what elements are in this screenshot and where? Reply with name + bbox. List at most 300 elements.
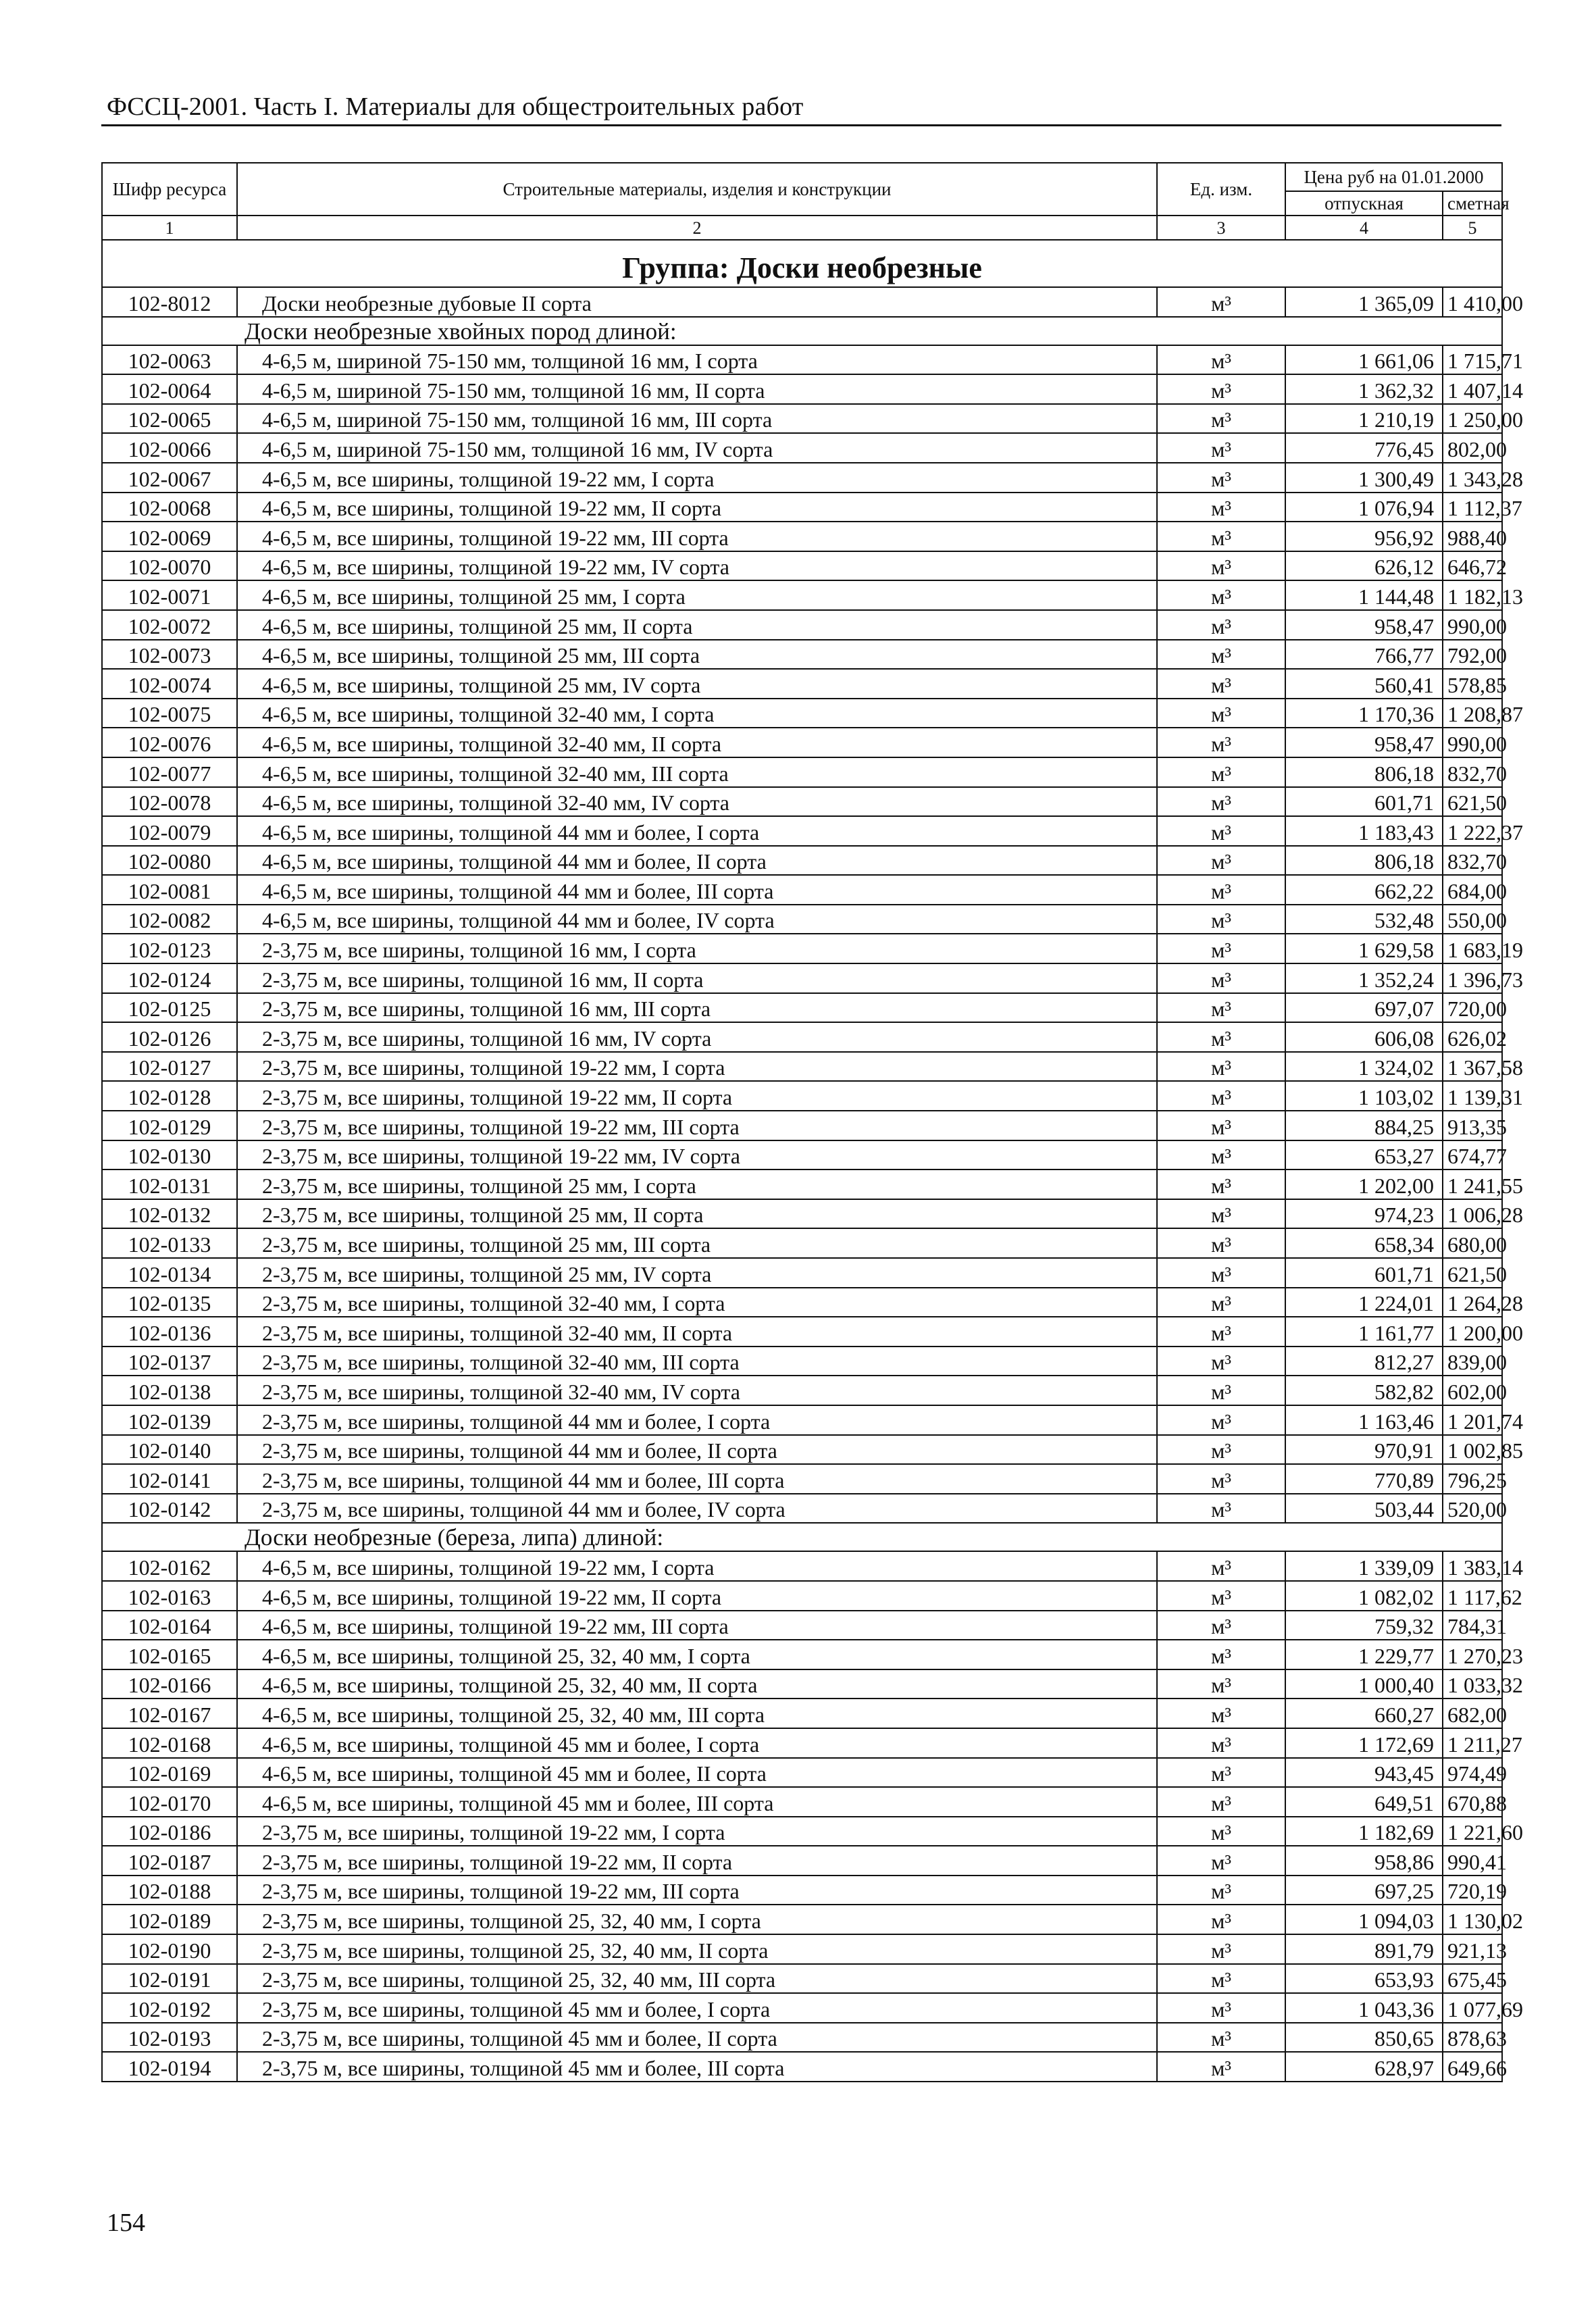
unit-cell: м³ [1157, 1728, 1285, 1758]
col-number-5: 5 [1443, 216, 1502, 240]
material-name-cell: 2-3,75 м, все ширины, толщиной 25, 32, 40 мм, I сорта [237, 1905, 1157, 1934]
price-table-container [101, 162, 1523, 2082]
release-price-cell: 770,89 [1285, 1464, 1443, 1494]
unit-cell: м³ [1157, 374, 1285, 404]
table-row [102, 2023, 1502, 2053]
release-price-cell: 958,47 [1285, 610, 1443, 640]
release-price-cell: 606,08 [1285, 1022, 1443, 1052]
estimate-price-cell: 670,88 [1443, 1787, 1502, 1817]
unit-cell: м³ [1157, 522, 1285, 551]
material-name-cell: 2-3,75 м, все ширины, толщиной 45 мм и более, I сорта [237, 1993, 1157, 2023]
unit-cell: м³ [1157, 1640, 1285, 1669]
unit-cell: м³ [1157, 1405, 1285, 1435]
material-name-cell: 2-3,75 м, все ширины, толщиной 32-40 мм, III сорта [237, 1347, 1157, 1376]
estimate-price-cell: 626,02 [1443, 1022, 1502, 1052]
resource-code-cell: 102-0163 [102, 1581, 237, 1611]
estimate-price-cell: 1 182,13 [1443, 580, 1502, 610]
estimate-price-cell: 990,00 [1443, 610, 1502, 640]
unit-cell: м³ [1157, 2023, 1285, 2053]
estimate-price-cell: 1 117,62 [1443, 1581, 1502, 1611]
material-name-cell: 2-3,75 м, все ширины, толщиной 16 мм, I сорта [237, 934, 1157, 963]
estimate-price-cell: 1 410,00 [1443, 287, 1502, 317]
resource-code-cell: 102-8012 [102, 287, 237, 317]
estimate-price-cell: 674,77 [1443, 1140, 1502, 1170]
release-price-cell: 1 000,40 [1285, 1669, 1443, 1699]
estimate-price-cell: 1 139,31 [1443, 1081, 1502, 1111]
unit-cell: м³ [1157, 1846, 1285, 1876]
release-price-cell: 1 229,77 [1285, 1640, 1443, 1669]
resource-code-cell: 102-0187 [102, 1846, 237, 1876]
col-number-3: 3 [1157, 216, 1285, 240]
unit-cell: м³ [1157, 1993, 1285, 2023]
subheading-text: Доски необрезные хвойных пород длиной: [102, 317, 1502, 345]
estimate-price-cell: 832,70 [1443, 757, 1502, 787]
header-rule [101, 124, 1501, 126]
release-price-cell: 601,71 [1285, 787, 1443, 817]
table-body [102, 240, 1523, 2082]
material-name-cell: 2-3,75 м, все ширины, толщиной 25 мм, II сорта [237, 1199, 1157, 1229]
material-name-cell: Доски необрезные дубовые II сорта [237, 287, 1157, 317]
table-row [102, 1934, 1502, 1964]
release-price-cell: 626,12 [1285, 551, 1443, 581]
resource-code-cell: 102-0139 [102, 1405, 237, 1435]
subheading-row [102, 317, 1502, 345]
unit-cell: м³ [1157, 1494, 1285, 1524]
estimate-price-cell: 602,00 [1443, 1376, 1502, 1405]
col-header-code [102, 163, 237, 216]
estimate-price-cell: 1 715,71 [1443, 345, 1502, 375]
resource-code-cell: 102-0193 [102, 2023, 237, 2053]
table-row [102, 1405, 1502, 1435]
unit-cell: м³ [1157, 1347, 1285, 1376]
table-row [102, 1876, 1502, 1905]
table-row [102, 1199, 1502, 1229]
table-row [102, 1169, 1502, 1199]
col-header-name: Строительные материалы, изделия и конструкции [237, 163, 1157, 216]
release-price-cell: 1 210,19 [1285, 404, 1443, 434]
table-row [102, 875, 1502, 905]
resource-code-cell: 102-0129 [102, 1111, 237, 1140]
release-price-cell: 628,97 [1285, 2052, 1443, 2082]
unit-cell: м³ [1157, 610, 1285, 640]
estimate-price-cell: 802,00 [1443, 433, 1502, 463]
material-name-cell: 4-6,5 м, все ширины, толщиной 19-22 мм, IV сорта [237, 551, 1157, 581]
table-row [102, 699, 1502, 728]
resource-code-cell: 102-0082 [102, 905, 237, 934]
material-name-cell: 4-6,5 м, шириной 75-150 мм, толщиной 16 мм, IV сорта [237, 433, 1157, 463]
estimate-price-cell: 578,85 [1443, 669, 1502, 699]
resource-code-cell: 102-0125 [102, 993, 237, 1023]
group-title: Группа: Доски необрезные [102, 240, 1502, 287]
release-price-cell: 958,47 [1285, 728, 1443, 757]
estimate-price-cell: 1 250,00 [1443, 404, 1502, 434]
resource-code-cell: 102-0075 [102, 699, 237, 728]
table-row [102, 1317, 1502, 1347]
material-name-cell: 2-3,75 м, все ширины, толщиной 19-22 мм, I сорта [237, 1817, 1157, 1846]
release-price-cell: 1 161,77 [1285, 1317, 1443, 1347]
release-price-cell: 532,48 [1285, 905, 1443, 934]
material-name-cell: 4-6,5 м, все ширины, толщиной 25, 32, 40 мм, II сорта [237, 1669, 1157, 1699]
col-header-estimate-price: сметная [1443, 191, 1502, 216]
unit-cell: м³ [1157, 493, 1285, 522]
table-row [102, 1258, 1502, 1288]
estimate-price-cell: 550,00 [1443, 905, 1502, 934]
table-row [102, 493, 1502, 522]
subheading-row [102, 1523, 1502, 1551]
unit-cell: м³ [1157, 580, 1285, 610]
unit-cell: м³ [1157, 463, 1285, 493]
estimate-price-cell: 649,66 [1443, 2052, 1502, 2082]
release-price-cell: 766,77 [1285, 640, 1443, 670]
material-name-cell: 2-3,75 м, все ширины, толщиной 19-22 мм, IV сорта [237, 1140, 1157, 1170]
estimate-price-cell: 878,63 [1443, 2023, 1502, 2053]
material-name-cell: 4-6,5 м, все ширины, толщиной 19-22 мм, I сорта [237, 1551, 1157, 1581]
estimate-price-cell: 839,00 [1443, 1347, 1502, 1376]
resource-code-cell: 102-0073 [102, 640, 237, 670]
unit-cell: м³ [1157, 404, 1285, 434]
table-row [102, 1111, 1502, 1140]
material-name-cell: 4-6,5 м, все ширины, толщиной 45 мм и более, I сорта [237, 1728, 1157, 1758]
estimate-price-cell: 1 208,87 [1443, 699, 1502, 728]
resource-code-cell: 102-0078 [102, 787, 237, 817]
unit-cell: м³ [1157, 669, 1285, 699]
resource-code-cell: 102-0189 [102, 1905, 237, 1934]
material-name-cell: 2-3,75 м, все ширины, толщиной 45 мм и более, II сорта [237, 2023, 1157, 2053]
col-header-price: Цена руб на 01.01.2000 [1285, 163, 1502, 191]
table-row [102, 1551, 1502, 1581]
release-price-cell: 1 300,49 [1285, 463, 1443, 493]
release-price-cell: 503,44 [1285, 1494, 1443, 1524]
unit-cell: м³ [1157, 1199, 1285, 1229]
material-name-cell: 4-6,5 м, все ширины, толщиной 32-40 мм, III сорта [237, 757, 1157, 787]
material-name-cell: 4-6,5 м, все ширины, толщиной 19-22 мм, II сорта [237, 1581, 1157, 1611]
material-name-cell: 2-3,75 м, все ширины, толщиной 32-40 мм, I сорта [237, 1288, 1157, 1317]
table-row [102, 463, 1502, 493]
unit-cell: м³ [1157, 1611, 1285, 1640]
material-name-cell: 4-6,5 м, все ширины, толщиной 25 мм, I сорта [237, 580, 1157, 610]
estimate-price-cell: 1 222,37 [1443, 816, 1502, 846]
table-row [102, 728, 1502, 757]
table-row [102, 934, 1502, 963]
material-name-cell: 2-3,75 м, все ширины, толщиной 32-40 мм, IV сорта [237, 1376, 1157, 1405]
estimate-price-cell: 1 343,28 [1443, 463, 1502, 493]
table-row [102, 1905, 1502, 1934]
unit-cell: м³ [1157, 640, 1285, 670]
table-row [102, 1376, 1502, 1405]
table-row [102, 1758, 1502, 1788]
resource-code-cell: 102-0140 [102, 1435, 237, 1465]
table-row [102, 1669, 1502, 1699]
running-header: ФССЦ-2001. Часть I. Материалы для общестроительных работ [107, 93, 804, 121]
material-name-cell: 2-3,75 м, все ширины, толщиной 45 мм и более, III сорта [237, 2052, 1157, 2082]
unit-cell: м³ [1157, 963, 1285, 993]
release-price-cell: 806,18 [1285, 757, 1443, 787]
resource-code-cell: 102-0192 [102, 1993, 237, 2023]
unit-cell: м³ [1157, 934, 1285, 963]
release-price-cell: 662,22 [1285, 875, 1443, 905]
estimate-price-cell: 682,00 [1443, 1699, 1502, 1728]
table-row [102, 1993, 1502, 2023]
estimate-price-cell: 680,00 [1443, 1228, 1502, 1258]
resource-code-cell: 102-0194 [102, 2052, 237, 2082]
table-row [102, 757, 1502, 787]
estimate-price-cell: 792,00 [1443, 640, 1502, 670]
release-price-cell: 1 103,02 [1285, 1081, 1443, 1111]
unit-cell: м³ [1157, 728, 1285, 757]
resource-code-cell: 102-0079 [102, 816, 237, 846]
unit-cell: м³ [1157, 551, 1285, 581]
material-name-cell: 2-3,75 м, все ширины, толщиной 44 мм и более, II сорта [237, 1435, 1157, 1465]
estimate-price-cell: 921,13 [1443, 1934, 1502, 1964]
unit-cell: м³ [1157, 345, 1285, 375]
release-price-cell: 649,51 [1285, 1787, 1443, 1817]
estimate-price-cell: 675,45 [1443, 1964, 1502, 1994]
resource-code-cell: 102-0167 [102, 1699, 237, 1728]
table-row [102, 1081, 1502, 1111]
material-name-cell: 2-3,75 м, все ширины, толщиной 25 мм, IV сорта [237, 1258, 1157, 1288]
material-name-cell: 2-3,75 м, все ширины, толщиной 16 мм, IV сорта [237, 1022, 1157, 1052]
resource-code-cell: 102-0068 [102, 493, 237, 522]
unit-cell: м³ [1157, 993, 1285, 1023]
table-row [102, 610, 1502, 640]
resource-code-cell: 102-0170 [102, 1787, 237, 1817]
release-price-cell: 1 182,69 [1285, 1817, 1443, 1846]
material-name-cell: 2-3,75 м, все ширины, толщиной 19-22 мм, I сорта [237, 1052, 1157, 1082]
material-name-cell: 4-6,5 м, все ширины, толщиной 44 мм и более, I сорта [237, 816, 1157, 846]
material-name-cell: 4-6,5 м, все ширины, толщиной 32-40 мм, I сорта [237, 699, 1157, 728]
material-name-cell: 4-6,5 м, все ширины, толщиной 25, 32, 40 мм, III сорта [237, 1699, 1157, 1728]
table-row [102, 1228, 1502, 1258]
material-name-cell: 4-6,5 м, все ширины, толщиной 44 мм и более, III сорта [237, 875, 1157, 905]
material-name-cell: 4-6,5 м, все ширины, толщиной 25 мм, II сорта [237, 610, 1157, 640]
material-name-cell: 4-6,5 м, все ширины, толщиной 25 мм, III сорта [237, 640, 1157, 670]
unit-cell: м³ [1157, 1934, 1285, 1964]
table-row [102, 522, 1502, 551]
table-row [102, 846, 1502, 876]
table-row [102, 1581, 1502, 1611]
table-row [102, 404, 1502, 434]
estimate-price-cell: 520,00 [1443, 1494, 1502, 1524]
estimate-price-cell: 1 002,85 [1443, 1435, 1502, 1465]
unit-cell: м³ [1157, 1228, 1285, 1258]
estimate-price-cell: 990,00 [1443, 728, 1502, 757]
release-price-cell: 653,93 [1285, 1964, 1443, 1994]
material-name-cell: 4-6,5 м, все ширины, толщиной 19-22 мм, I сорта [237, 463, 1157, 493]
release-price-cell: 1 324,02 [1285, 1052, 1443, 1082]
col-header-release-price: отпускная [1285, 191, 1443, 216]
col-header-code-text: Шифр ресурса [112, 178, 227, 199]
estimate-price-cell: 1 270,23 [1443, 1640, 1502, 1669]
table-row [102, 1435, 1502, 1465]
material-name-cell: 4-6,5 м, все ширины, толщиной 32-40 мм, II сорта [237, 728, 1157, 757]
table-row [102, 2052, 1502, 2082]
unit-cell: м³ [1157, 1964, 1285, 1994]
resource-code-cell: 102-0065 [102, 404, 237, 434]
release-price-cell: 1 170,36 [1285, 699, 1443, 728]
material-name-cell: 4-6,5 м, все ширины, толщиной 45 мм и более, III сорта [237, 1787, 1157, 1817]
resource-code-cell: 102-0067 [102, 463, 237, 493]
table-row [102, 1640, 1502, 1669]
resource-code-cell: 102-0076 [102, 728, 237, 757]
release-price-cell: 1 661,06 [1285, 345, 1443, 375]
release-price-cell: 806,18 [1285, 846, 1443, 876]
resource-code-cell: 102-0138 [102, 1376, 237, 1405]
resource-code-cell: 102-0188 [102, 1876, 237, 1905]
material-name-cell: 4-6,5 м, шириной 75-150 мм, толщиной 16 мм, II сорта [237, 374, 1157, 404]
resource-code-cell: 102-0126 [102, 1022, 237, 1052]
table-row [102, 816, 1502, 846]
release-price-cell: 1 202,00 [1285, 1169, 1443, 1199]
release-price-cell: 970,91 [1285, 1435, 1443, 1465]
unit-cell: м³ [1157, 1258, 1285, 1288]
unit-cell: м³ [1157, 1111, 1285, 1140]
estimate-price-cell: 720,19 [1443, 1876, 1502, 1905]
table-row [102, 580, 1502, 610]
release-price-cell: 660,27 [1285, 1699, 1443, 1728]
resource-code-cell: 102-0070 [102, 551, 237, 581]
unit-cell: м³ [1157, 2052, 1285, 2082]
table-row [102, 963, 1502, 993]
release-price-cell: 1 094,03 [1285, 1905, 1443, 1934]
unit-cell: м³ [1157, 905, 1285, 934]
table-row [102, 1787, 1502, 1817]
material-name-cell: 4-6,5 м, все ширины, толщиной 44 мм и более, IV сорта [237, 905, 1157, 934]
estimate-price-cell: 684,00 [1443, 875, 1502, 905]
unit-cell: м³ [1157, 846, 1285, 876]
release-price-cell: 776,45 [1285, 433, 1443, 463]
unit-cell: м³ [1157, 1876, 1285, 1905]
unit-cell: м³ [1157, 1787, 1285, 1817]
table-row [102, 1817, 1502, 1846]
table-row [102, 1964, 1502, 1994]
material-name-cell: 2-3,75 м, все ширины, толщиной 16 мм, III сорта [237, 993, 1157, 1023]
table-row [102, 1022, 1502, 1052]
release-price-cell: 974,23 [1285, 1199, 1443, 1229]
unit-cell: м³ [1157, 1551, 1285, 1581]
resource-code-cell: 102-0077 [102, 757, 237, 787]
unit-cell: м³ [1157, 1140, 1285, 1170]
release-price-cell: 1 365,09 [1285, 287, 1443, 317]
release-price-cell: 1 144,48 [1285, 580, 1443, 610]
release-price-cell: 1 043,36 [1285, 1993, 1443, 2023]
resource-code-cell: 102-0127 [102, 1052, 237, 1082]
unit-cell: м³ [1157, 787, 1285, 817]
resource-code-cell: 102-0162 [102, 1551, 237, 1581]
material-name-cell: 2-3,75 м, все ширины, толщиной 25 мм, III сорта [237, 1228, 1157, 1258]
release-price-cell: 1 076,94 [1285, 493, 1443, 522]
release-price-cell: 812,27 [1285, 1347, 1443, 1376]
table-row [102, 1494, 1502, 1524]
estimate-price-cell: 621,50 [1443, 787, 1502, 817]
col-header-unit: Ед. изм. [1157, 163, 1285, 216]
estimate-price-cell: 990,41 [1443, 1846, 1502, 1876]
table-row [102, 1728, 1502, 1758]
material-name-cell: 2-3,75 м, все ширины, толщиной 19-22 мм, II сорта [237, 1846, 1157, 1876]
release-price-cell: 943,45 [1285, 1758, 1443, 1788]
estimate-price-cell: 1 367,58 [1443, 1052, 1502, 1082]
release-price-cell: 601,71 [1285, 1258, 1443, 1288]
resource-code-cell: 102-0186 [102, 1817, 237, 1846]
estimate-price-cell: 988,40 [1443, 522, 1502, 551]
resource-code-cell: 102-0141 [102, 1464, 237, 1494]
resource-code-cell: 102-0080 [102, 846, 237, 876]
unit-cell: м³ [1157, 1169, 1285, 1199]
release-price-cell: 759,32 [1285, 1611, 1443, 1640]
unit-cell: м³ [1157, 816, 1285, 846]
release-price-cell: 891,79 [1285, 1934, 1443, 1964]
estimate-price-cell: 1 200,00 [1443, 1317, 1502, 1347]
release-price-cell: 884,25 [1285, 1111, 1443, 1140]
estimate-price-cell: 1 683,19 [1443, 934, 1502, 963]
material-name-cell: 4-6,5 м, все ширины, толщиной 25 мм, IV сорта [237, 669, 1157, 699]
release-price-cell: 697,25 [1285, 1876, 1443, 1905]
resource-code-cell: 102-0132 [102, 1199, 237, 1229]
col-number-4: 4 [1285, 216, 1443, 240]
resource-code-cell: 102-0074 [102, 669, 237, 699]
release-price-cell: 1 163,46 [1285, 1405, 1443, 1435]
release-price-cell: 850,65 [1285, 2023, 1443, 2053]
resource-code-cell: 102-0166 [102, 1669, 237, 1699]
material-name-cell: 2-3,75 м, все ширины, толщиной 44 мм и более, I сорта [237, 1405, 1157, 1435]
resource-code-cell: 102-0136 [102, 1317, 237, 1347]
material-name-cell: 2-3,75 м, все ширины, толщиной 44 мм и более, III сорта [237, 1464, 1157, 1494]
material-name-cell: 2-3,75 м, все ширины, толщиной 32-40 мм, II сорта [237, 1317, 1157, 1347]
resource-code-cell: 102-0124 [102, 963, 237, 993]
unit-cell: м³ [1157, 433, 1285, 463]
estimate-price-cell: 720,00 [1443, 993, 1502, 1023]
resource-code-cell: 102-0169 [102, 1758, 237, 1788]
unit-cell: м³ [1157, 1464, 1285, 1494]
estimate-price-cell: 1 241,55 [1443, 1169, 1502, 1199]
material-name-cell: 4-6,5 м, все ширины, толщиной 25, 32, 40 мм, I сорта [237, 1640, 1157, 1669]
release-price-cell: 1 362,32 [1285, 374, 1443, 404]
release-price-cell: 697,07 [1285, 993, 1443, 1023]
release-price-cell: 1 224,01 [1285, 1288, 1443, 1317]
resource-code-cell: 102-0128 [102, 1081, 237, 1111]
page-number: 154 [107, 2209, 145, 2237]
release-price-cell: 1 352,24 [1285, 963, 1443, 993]
material-name-cell: 2-3,75 м, все ширины, толщиной 19-22 мм, II сорта [237, 1081, 1157, 1111]
resource-code-cell: 102-0142 [102, 1494, 237, 1524]
release-price-cell: 958,86 [1285, 1846, 1443, 1876]
unit-cell: м³ [1157, 1817, 1285, 1846]
table-row [102, 374, 1502, 404]
estimate-price-cell: 1 201,74 [1443, 1405, 1502, 1435]
unit-cell: м³ [1157, 699, 1285, 728]
material-name-cell: 4-6,5 м, все ширины, толщиной 19-22 мм, III сорта [237, 1611, 1157, 1640]
estimate-price-cell: 646,72 [1443, 551, 1502, 581]
subheading-text: Доски необрезные (береза, липа) длиной: [102, 1523, 1502, 1551]
release-price-cell: 658,34 [1285, 1228, 1443, 1258]
table-header [102, 163, 1510, 240]
material-name-cell: 4-6,5 м, все ширины, толщиной 32-40 мм, IV сорта [237, 787, 1157, 817]
resource-code-cell: 102-0134 [102, 1258, 237, 1288]
estimate-price-cell: 621,50 [1443, 1258, 1502, 1288]
estimate-price-cell: 1 383,14 [1443, 1551, 1502, 1581]
resource-code-cell: 102-0135 [102, 1288, 237, 1317]
release-price-cell: 653,27 [1285, 1140, 1443, 1170]
material-name-cell: 4-6,5 м, все ширины, толщиной 45 мм и более, II сорта [237, 1758, 1157, 1788]
resource-code-cell: 102-0168 [102, 1728, 237, 1758]
material-name-cell: 2-3,75 м, все ширины, толщиной 25, 32, 40 мм, III сорта [237, 1964, 1157, 1994]
estimate-price-cell: 1 396,73 [1443, 963, 1502, 993]
release-price-cell: 1 172,69 [1285, 1728, 1443, 1758]
material-name-cell: 2-3,75 м, все ширины, толщиной 19-22 мм, III сорта [237, 1111, 1157, 1140]
table-row [102, 787, 1502, 817]
material-name-cell: 2-3,75 м, все ширины, толщиной 19-22 мм, III сорта [237, 1876, 1157, 1905]
estimate-price-cell: 796,25 [1443, 1464, 1502, 1494]
material-name-cell: 2-3,75 м, все ширины, толщиной 25, 32, 40 мм, II сорта [237, 1934, 1157, 1964]
